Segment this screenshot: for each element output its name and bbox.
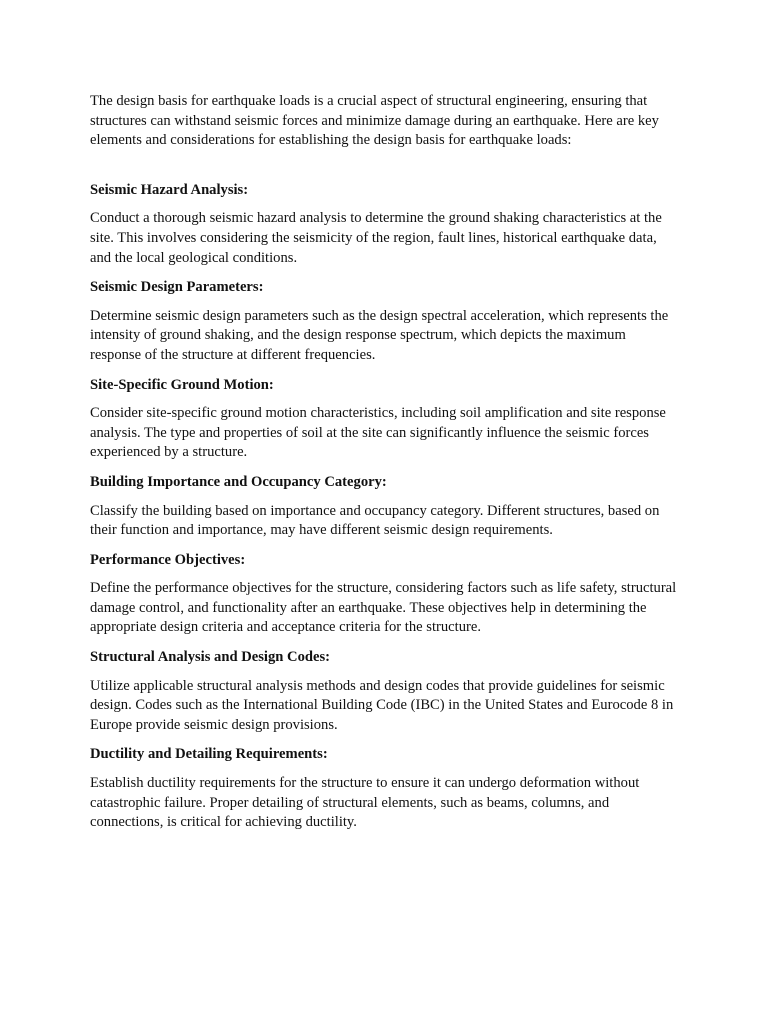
section-body: Determine seismic design parameters such as the design spectral acceleration, which represents the intensity of ground shaking, and the design response spectrum, which depicts the maximum response of the structure at different frequencies. — [90, 307, 669, 363]
section-body: Conduct a thorough seismic hazard analysis to determine the ground shaking characteristics at the site. This involves considering the seismicity of the region, fault lines, historical earthquake data, and the local geological conditions. — [90, 210, 662, 266]
section-heading: Ductility and Detailing Requirements: — [90, 746, 328, 763]
section-heading: Seismic Hazard Analysis: — [90, 181, 249, 198]
document-content — [90, 92, 680, 843]
section-heading: Seismic Design Parameters: — [90, 279, 264, 296]
section-heading: Performance Objectives: — [90, 551, 246, 568]
section-body: Utilize applicable structural analysis methods and design codes that provide guidelines for seismic design. Codes such as the International Building Code (IBC) in the United States and Eurocode 8 in Europe provide seismic design provisions. — [90, 677, 674, 733]
intro-paragraph: The design basis for earthquake loads is a crucial aspect of structural engineering, ensuring that structures can withstand seismic forces and minimize damage during an earthquake. Here are key elements and considerations for establishing the design basis for earthquake loads: — [90, 93, 659, 149]
section-seismic-design-parameters — [90, 278, 680, 365]
section-body: Classify the building based on importance and occupancy category. Different structures, based on their function and importance, may have different seismic design requirements. — [90, 502, 660, 539]
section-structural-analysis-codes — [90, 648, 680, 735]
section-body: Establish ductility requirements for the structure to ensure it can undergo deformation without catastrophic failure. Proper detailing of structural elements, such as beams, columns, and connections, is critical for achieving ductility. — [90, 775, 640, 831]
section-site-specific-ground-motion — [90, 376, 680, 463]
section-heading: Building Importance and Occupancy Category: — [90, 473, 387, 490]
section-building-importance — [90, 473, 680, 541]
section-body: Consider site-specific ground motion characteristics, including soil amplification and site response analysis. The type and properties of soil at the site can significantly influence the seismic forces experienced by a structure. — [90, 405, 666, 461]
section-body: Define the performance objectives for the structure, considering factors such as life safety, structural damage control, and functionality after an earthquake. These objectives help in determining the appropriate design criteria and acceptance criteria for the structure. — [90, 580, 677, 636]
section-heading: Site-Specific Ground Motion: — [90, 376, 274, 393]
section-ductility-detailing — [90, 745, 680, 832]
section-seismic-hazard-analysis — [90, 181, 680, 268]
section-heading: Structural Analysis and Design Codes: — [90, 649, 331, 666]
section-performance-objectives — [90, 551, 680, 638]
